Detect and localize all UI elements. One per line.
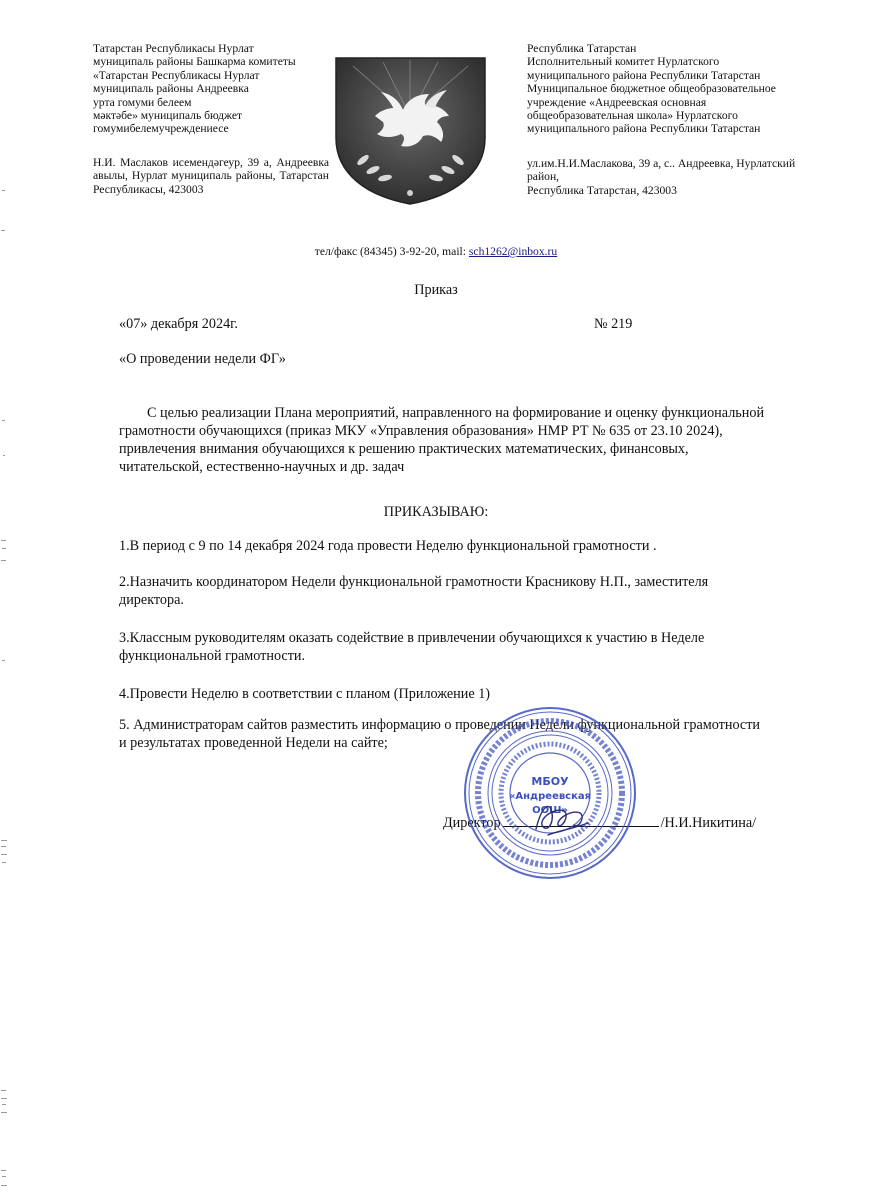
- order-item-1: 1.В период с 9 по 14 декабря 2024 года провести Неделю функциональной грамотности .: [119, 538, 657, 554]
- order-item-2: 2.Назначить координатором Недели функциональной грамотности Красникову Н.П., заместителя директора.: [119, 574, 709, 608]
- header-right-address: [527, 157, 839, 197]
- stamp-line: МБОУ: [531, 775, 569, 788]
- official-round-stamp: [462, 705, 638, 881]
- header-right-line: муниципального района Республики Татарстан: [527, 122, 761, 136]
- header-right-line: общеобразовательная школа» Нурлатского: [527, 109, 738, 123]
- header-left-line: мәктәбе» муниципаль бюджет: [93, 109, 243, 123]
- document-number: № 219: [594, 316, 633, 332]
- handwritten-signature: [528, 795, 592, 839]
- coat-of-arms-emblem: [333, 56, 488, 206]
- order-item-5: 5. Администраторам сайтов разместить информацию о проведении Недели функциональной грамотности и результатах проведенной Недели на сайте;: [119, 717, 761, 751]
- header-right-address-line: ул.им.Н.И.Маслакова, 39 а, с.. Андреевка, Нурлатский: [527, 157, 796, 170]
- document-subject: «О проведении недели ФГ»: [119, 351, 286, 367]
- document-date: «07» декабря 2024г.: [119, 316, 238, 332]
- preamble-paragraph: С целью реализации Плана мероприятий, направленного на формирование и оценку функциональной грамотности обучающихся (приказ МКУ «Управления образования» НМР РТ № 635 от 23.10 2024), привлечения внимания обучающихся к решению практических математических, финансовых, читательской, естественно-научных и др. задач: [119, 405, 765, 475]
- header-left-line: муниципаль районы Башкарма комитеты: [93, 55, 296, 69]
- signature-name: /Н.И.Никитина/: [660, 815, 757, 831]
- email-link[interactable]: sch1262@inbox.ru: [468, 245, 558, 258]
- header-right-address-line: район,: [527, 170, 560, 184]
- order-item-4: 4.Провести Неделю в соответствии с планом (Приложение 1): [119, 686, 491, 702]
- contacts-phone: тел/факс (84345) 3-92-20, mail:: [314, 245, 469, 258]
- header-right-address-line: Республика Татарстан, 423003: [527, 183, 677, 197]
- header-left-organization: [93, 42, 329, 136]
- stamp-line: «Андреевская: [508, 791, 592, 802]
- order-word: ПРИКАЗЫВАЮ:: [383, 504, 489, 520]
- header-right-line: Исполнительный комитет Нурлатского: [527, 55, 720, 69]
- document-title: Приказ: [414, 282, 458, 298]
- header-left-line: муниципаль районы Андреевка: [93, 82, 249, 96]
- scan-edge-noise: [0, 0, 10, 1200]
- header-right-organization: [527, 42, 839, 136]
- contacts-line: [0, 245, 872, 258]
- header-right-line: муниципального района Республики Татарстан: [527, 68, 761, 82]
- order-item-3: 3.Классным руководителям оказать содействие в привлечении обучающихся к участию в Неделе функциональной грамотности.: [119, 630, 705, 664]
- header-left-line: урта гомуми белеем: [93, 95, 192, 109]
- stamp-line: ООШ»: [532, 805, 568, 816]
- signature-role: Директор: [443, 815, 501, 831]
- header-right-line: Республика Татарстан: [527, 42, 637, 55]
- header-left-line: Татарстан Республикасы Нурлат: [93, 42, 254, 55]
- header-left-address: Н.И. Маслаков исемендәгеур, 39 а, Андреевка авылы, Нурлат муниципаль районы, Татарстан Республикасы, 423003: [93, 156, 329, 196]
- header-right-line: Муниципальное бюджетное общеобразовательное: [527, 82, 776, 96]
- header-left-line: гомумибелемучреждениесе: [93, 122, 229, 136]
- header-right-line: учреждение «Андреевская основная: [527, 95, 707, 109]
- header-left-line: «Татарстан Республикасы Нурлат: [93, 68, 260, 82]
